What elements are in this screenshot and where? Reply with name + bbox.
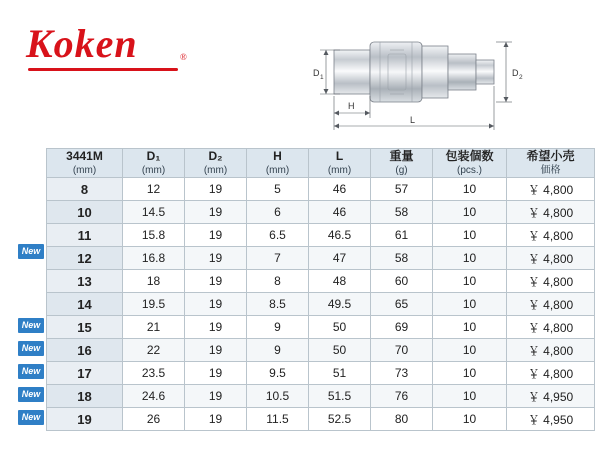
- table-row: [47, 316, 595, 339]
- cell-l: 50: [309, 316, 371, 339]
- col-unit-price: 価格: [540, 165, 561, 176]
- col-header-model: [47, 149, 123, 178]
- cell-size: 13: [47, 270, 123, 293]
- cell-d1: 23.5: [123, 362, 185, 385]
- cell-l: 51.5: [309, 385, 371, 408]
- cell-h: 9: [247, 316, 309, 339]
- cell-pcs: 10: [433, 408, 507, 431]
- new-flag-17: New: [18, 364, 44, 379]
- cell-pcs: 10: [433, 316, 507, 339]
- cell-weight: 60: [371, 270, 433, 293]
- cell-l: 46: [309, 178, 371, 201]
- col-title-weight: 重量: [389, 149, 414, 163]
- dim-label-l: L: [410, 115, 416, 125]
- cell-l: 46: [309, 201, 371, 224]
- cell-price: ￥ 4,800: [507, 339, 595, 362]
- header-row: [47, 149, 595, 178]
- col-title-model: 3441M: [66, 149, 103, 163]
- cell-price: ￥ 4,800: [507, 270, 595, 293]
- cell-d2: 19: [185, 201, 247, 224]
- cell-d2: 19: [185, 247, 247, 270]
- cell-price: ￥ 4,800: [507, 224, 595, 247]
- cell-pcs: 10: [433, 201, 507, 224]
- brand-logo: [26, 22, 206, 82]
- table-row: [47, 339, 595, 362]
- spec-table-body: [47, 178, 595, 431]
- new-flag-18: New: [18, 387, 44, 402]
- cell-h: 8: [247, 270, 309, 293]
- cell-price: ￥ 4,800: [507, 247, 595, 270]
- cell-d2: 19: [185, 316, 247, 339]
- logo-underline: [28, 68, 178, 71]
- cell-d1: 19.5: [123, 293, 185, 316]
- cell-l: 51: [309, 362, 371, 385]
- table-row: [47, 408, 595, 431]
- cell-pcs: 10: [433, 247, 507, 270]
- cell-pcs: 10: [433, 385, 507, 408]
- table-row: [47, 293, 595, 316]
- cell-weight: 58: [371, 247, 433, 270]
- table-row: [47, 178, 595, 201]
- new-flag-15: New: [18, 318, 44, 333]
- dim-label-h: H: [348, 101, 355, 111]
- cell-size: 18: [47, 385, 123, 408]
- col-header-d1: [123, 149, 185, 178]
- cell-pcs: 10: [433, 293, 507, 316]
- cell-weight: 65: [371, 293, 433, 316]
- col-title-l: L: [335, 149, 344, 163]
- svg-text:1: 1: [320, 74, 324, 81]
- cell-d1: 16.8: [123, 247, 185, 270]
- cell-price: ￥ 4,800: [507, 362, 595, 385]
- cell-h: 7: [247, 247, 309, 270]
- cell-d1: 12: [123, 178, 185, 201]
- cell-l: 50: [309, 339, 371, 362]
- spec-table-head: [47, 149, 595, 178]
- cell-h: 8.5: [247, 293, 309, 316]
- cell-h: 11.5: [247, 408, 309, 431]
- cell-d2: 19: [185, 408, 247, 431]
- cell-d2: 19: [185, 178, 247, 201]
- new-flag-11: New: [18, 244, 44, 259]
- col-unit-l: (mm): [327, 165, 352, 176]
- cell-weight: 80: [371, 408, 433, 431]
- new-flag-16: New: [18, 341, 44, 356]
- cell-d2: 19: [185, 385, 247, 408]
- col-header-d2: [185, 149, 247, 178]
- cell-pcs: 10: [433, 224, 507, 247]
- col-title-h: H: [273, 149, 282, 163]
- cell-price: ￥ 4,950: [507, 408, 595, 431]
- cell-h: 9.5: [247, 362, 309, 385]
- cell-price: ￥ 4,950: [507, 385, 595, 408]
- cell-l: 48: [309, 270, 371, 293]
- col-header-h: [247, 149, 309, 178]
- cell-weight: 69: [371, 316, 433, 339]
- dim-label-d2: D: [512, 68, 519, 78]
- cell-d1: 15.8: [123, 224, 185, 247]
- cell-size: 11: [47, 224, 123, 247]
- cell-d2: 19: [185, 339, 247, 362]
- cell-d1: 22: [123, 339, 185, 362]
- spec-table-wrapper: [46, 148, 594, 431]
- cell-size: 16: [47, 339, 123, 362]
- cell-l: 46.5: [309, 224, 371, 247]
- col-header-weight: [371, 149, 433, 178]
- table-row: [47, 247, 595, 270]
- cell-pcs: 10: [433, 339, 507, 362]
- cell-size: 15: [47, 316, 123, 339]
- cell-size: 17: [47, 362, 123, 385]
- col-unit-model: (mm): [72, 165, 97, 176]
- cell-weight: 76: [371, 385, 433, 408]
- cell-price: ￥ 4,800: [507, 293, 595, 316]
- cell-h: 9: [247, 339, 309, 362]
- col-title-pcs: 包装個数: [445, 149, 494, 163]
- registered-mark: ®: [180, 52, 187, 62]
- cell-h: 6.5: [247, 224, 309, 247]
- table-row: [47, 201, 595, 224]
- cell-d1: 14.5: [123, 201, 185, 224]
- cell-price: ￥ 4,800: [507, 201, 595, 224]
- col-unit-pcs: (pcs.): [457, 165, 482, 176]
- col-unit-d1: (mm): [141, 165, 166, 176]
- cell-weight: 61: [371, 224, 433, 247]
- cell-price: ￥ 4,800: [507, 178, 595, 201]
- cell-d1: 26: [123, 408, 185, 431]
- brand-name: Koken: [26, 21, 138, 66]
- table-row: [47, 362, 595, 385]
- cell-size: 14: [47, 293, 123, 316]
- cell-size: 19: [47, 408, 123, 431]
- col-unit-d2: (mm): [203, 165, 228, 176]
- cell-pcs: 10: [433, 178, 507, 201]
- cell-d1: 18: [123, 270, 185, 293]
- svg-text:2: 2: [519, 74, 523, 81]
- table-row: [47, 385, 595, 408]
- dim-label-d1: D: [313, 68, 320, 78]
- cell-d2: 19: [185, 293, 247, 316]
- col-unit-weight: (g): [395, 165, 408, 176]
- col-title-price: 希望小売: [526, 149, 575, 163]
- col-header-l: [309, 149, 371, 178]
- cell-h: 6: [247, 201, 309, 224]
- col-unit-h: (mm): [265, 165, 290, 176]
- cell-h: 10.5: [247, 385, 309, 408]
- cell-weight: 70: [371, 339, 433, 362]
- cell-size: 8: [47, 178, 123, 201]
- cell-weight: 73: [371, 362, 433, 385]
- table-row: [47, 270, 595, 293]
- cell-d2: 19: [185, 270, 247, 293]
- cell-size: 10: [47, 201, 123, 224]
- new-flag-19: New: [18, 410, 44, 425]
- cell-weight: 57: [371, 178, 433, 201]
- col-title-d2: D₂: [208, 149, 223, 163]
- cell-d1: 21: [123, 316, 185, 339]
- cell-pcs: 10: [433, 362, 507, 385]
- cell-h: 5: [247, 178, 309, 201]
- cell-l: 49.5: [309, 293, 371, 316]
- cell-l: 52.5: [309, 408, 371, 431]
- cell-d2: 19: [185, 224, 247, 247]
- cell-price: ￥ 4,800: [507, 316, 595, 339]
- col-header-pcs: [433, 149, 507, 178]
- cell-l: 47: [309, 247, 371, 270]
- cell-weight: 58: [371, 201, 433, 224]
- product-drawing: [300, 14, 580, 132]
- table-row: [47, 224, 595, 247]
- col-header-price: [507, 149, 595, 178]
- col-title-d1: D₁: [146, 149, 161, 163]
- spec-table: [46, 148, 595, 431]
- cell-size: 12: [47, 247, 123, 270]
- cell-pcs: 10: [433, 270, 507, 293]
- cell-d2: 19: [185, 362, 247, 385]
- cell-d1: 24.6: [123, 385, 185, 408]
